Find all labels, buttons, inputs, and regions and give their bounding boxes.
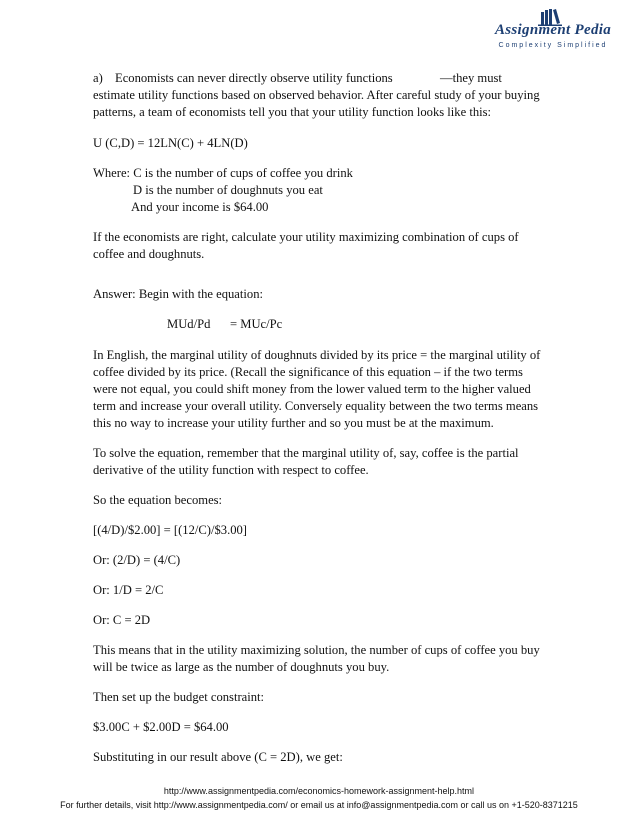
utility-function: U (C,D) = 12LN(C) + 4LN(D)	[93, 136, 248, 150]
where-line-3: And your income is $64.00	[131, 200, 269, 214]
equation-step-4: Or: C = 2D	[93, 613, 151, 627]
footer-details: For further details, visit http://www.assignmentpedia.com/ or email us at info@assignmentpedia.com or call us on +1-520-8371215	[60, 800, 578, 810]
equation-step-1: [(4/D)/$2.00] = [(12/C)/$3.00]	[93, 523, 248, 537]
english-line-5: this no way to increase your utility further and so you must be at the maximum.	[93, 416, 494, 430]
question-line-3: patterns, a team of economists tell you that your utility function looks like this:	[93, 105, 492, 119]
budget-intro: Then set up the budget constraint:	[93, 690, 265, 704]
english-line-3: were not equal, you could shift money from the lower valued term to the higher valued	[93, 382, 531, 396]
if-line-1: If the economists are right, calculate your utility maximizing combination of cups of	[93, 230, 519, 244]
question-line-2: estimate utility functions based on observed behavior. After careful study of your buying	[93, 88, 540, 102]
english-line-2: coffee divided by its price. (Recall the significance of this equation – if the two terms	[93, 365, 523, 379]
question-line-1: Economists can never directly observe utility functions	[115, 71, 393, 85]
where-line-2: D is the number of doughnuts you eat	[133, 183, 323, 197]
company-logo	[478, 8, 628, 58]
equation-becomes: So the equation becomes:	[93, 493, 223, 507]
equation-left: MUd/Pd	[167, 317, 211, 331]
substitution-line: Substituting in our result above (C = 2D), we get:	[93, 750, 343, 764]
means-line-2: will be twice as large as the number of doughnuts you buy.	[93, 660, 390, 674]
english-line-4: term and increase your overall utility. Conversely equality between the two terms means	[93, 399, 539, 413]
english-line-1: In English, the marginal utility of doughnuts divided by its price = the marginal utility of	[93, 348, 541, 362]
question-line-1-tail: —they must	[440, 71, 502, 85]
solve-line-2: derivative of the utility function with respect to coffee.	[93, 463, 369, 477]
footer-url: http://www.assignmentpedia.com/economics-homework-assignment-help.html	[163, 786, 475, 796]
answer-intro: Answer: Begin with the equation:	[93, 287, 263, 301]
equation-step-3: Or: 1/D = 2/C	[93, 583, 164, 597]
equation-step-2: Or: (2/D) = (4/C)	[93, 553, 181, 567]
solve-line-1: To solve the equation, remember that the marginal utility of, say, coffee is the partial	[93, 446, 519, 460]
if-line-2: coffee and doughnuts.	[93, 247, 205, 261]
logo-text: Assignment Pedia	[494, 22, 612, 38]
logo-tagline: Complexity Simplified	[498, 42, 608, 49]
budget-equation: $3.00C + $2.00D = $64.00	[93, 720, 229, 734]
equation-right: = MUc/Pc	[230, 317, 283, 331]
means-line-1: This means that in the utility maximizing solution, the number of cups of coffee you buy	[93, 643, 540, 657]
question-label: a)	[93, 71, 103, 85]
where-line-1: Where: C is the number of cups of coffee you drink	[93, 166, 353, 180]
